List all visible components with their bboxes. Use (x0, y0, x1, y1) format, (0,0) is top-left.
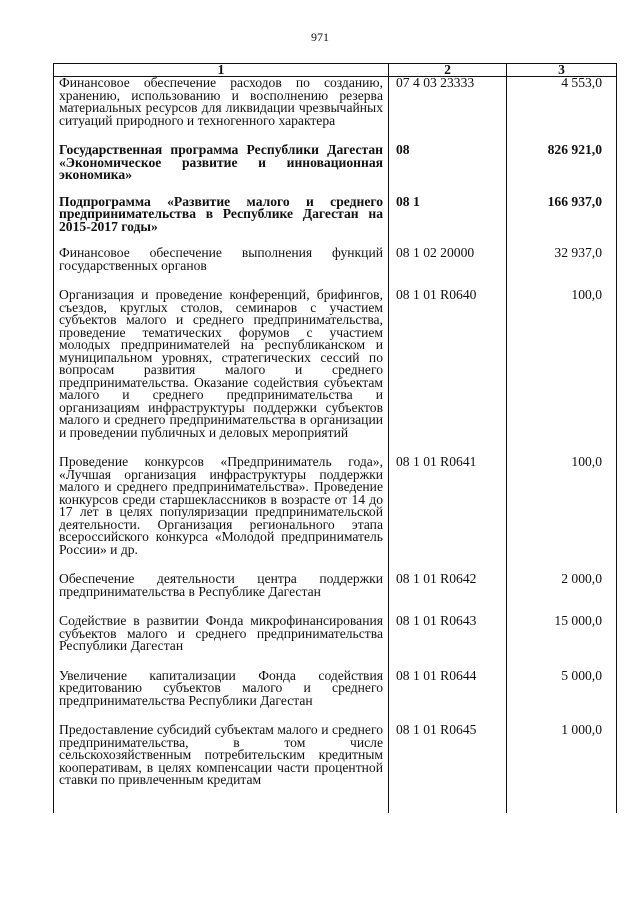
column-header-1: 1 (54, 64, 389, 77)
row-description: Финансовое обеспечение выполнения функций государственных органов (54, 247, 389, 289)
row-code: 08 1 01 R0640 (389, 289, 507, 456)
table-row (54, 144, 617, 196)
page-number: 971 (311, 30, 329, 44)
row-description: Проведение конкурсов «Предприниматель года», «Лучшая организация инфраструктуры поддержки малого и среднего предпринимательства». Проведение конкурсов среди старшеклассников в возрасте от 14 до 17 лет в целях популяризации предпринимательской деятельности. Организация регионального этапа всероссийского конкурса «Молодой предприниматель России» и др. (54, 456, 389, 573)
row-description: Предоставление субсидий субъектам малого и среднего предпринимательства, в том числе сельскохозяйственным потребительским кредитным кооперативам, в целях компенсации части процентной ставки по привлеченным кредитам (54, 724, 389, 813)
table-row (54, 573, 617, 615)
table-row (54, 196, 617, 248)
row-amount: 32 937,0 (507, 247, 617, 289)
row-amount: 5 000,0 (507, 670, 617, 725)
table-row (54, 615, 617, 670)
table-row (54, 670, 617, 725)
column-header-3: 3 (507, 64, 617, 77)
row-code: 08 1 01 R0644 (389, 670, 507, 725)
row-amount: 4 553,0 (507, 77, 617, 145)
row-amount: 100,0 (507, 456, 617, 573)
table-row (54, 724, 617, 813)
row-code: 08 (389, 144, 507, 196)
table-row (54, 247, 617, 289)
row-amount: 826 921,0 (507, 144, 617, 196)
row-amount: 166 937,0 (507, 196, 617, 248)
row-code: 08 1 02 20000 (389, 247, 507, 289)
row-code: 08 1 01 R0645 (389, 724, 507, 813)
row-description: Государственная программа Республики Дагестан «Экономическое развитие и инновационная экономика» (54, 144, 389, 196)
row-code: 08 1 01 R0643 (389, 615, 507, 670)
row-code: 08 1 01 R0641 (389, 456, 507, 573)
row-amount: 100,0 (507, 289, 617, 456)
row-code: 08 1 (389, 196, 507, 248)
table-row (54, 77, 617, 145)
row-description: Финансовое обеспечение расходов по созданию, хранению, использованию и восполнению резервa материальных ресурсов для ликвидации чрезвычайных ситуаций природного и техногенного характера (54, 77, 389, 145)
table-row (54, 456, 617, 573)
row-amount: 2 000,0 (507, 573, 617, 615)
row-code: 08 1 01 R0642 (389, 573, 507, 615)
table-row (54, 289, 617, 456)
row-description: Содействие в развитии Фонда микрофинансирования субъектов малого и среднего предпринимательства Республики Дагестан (54, 615, 389, 670)
row-description: Подпрограмма «Развитие малого и среднего предпринимательства в Республике Дагестан на 2015-2017 годы» (54, 196, 389, 248)
row-description: Организация и проведение конференций, брифингов, съездов, круглых столов, семинаров с участием субъектов малого и среднего предпринимательства, проведение тематических форумов с участием молодых предпринимателей на республиканском и муниципальном уровнях, стратегических сессий по вопросам развития малого и среднего предпринимательства. Оказание содействия субъектам малого и среднего предпринимательства и организациям инфраструктуры поддержки субъектов малого и среднего предпринимательства в организации и проведении публичных и деловых мероприятий (54, 289, 389, 456)
row-amount: 1 000,0 (507, 724, 617, 813)
column-header-2: 2 (389, 64, 507, 77)
row-code: 07 4 03 23333 (389, 77, 507, 145)
row-amount: 15 000,0 (507, 615, 617, 670)
budget-table (53, 63, 617, 813)
row-description: Обеспечение деятельности центра поддержки предпринимательства в Республике Дагестан (54, 573, 389, 615)
row-description: Увеличение капитализации Фонда содействия кредитованию субъектов малого и среднего предпринимательства Республики Дагестан (54, 670, 389, 725)
